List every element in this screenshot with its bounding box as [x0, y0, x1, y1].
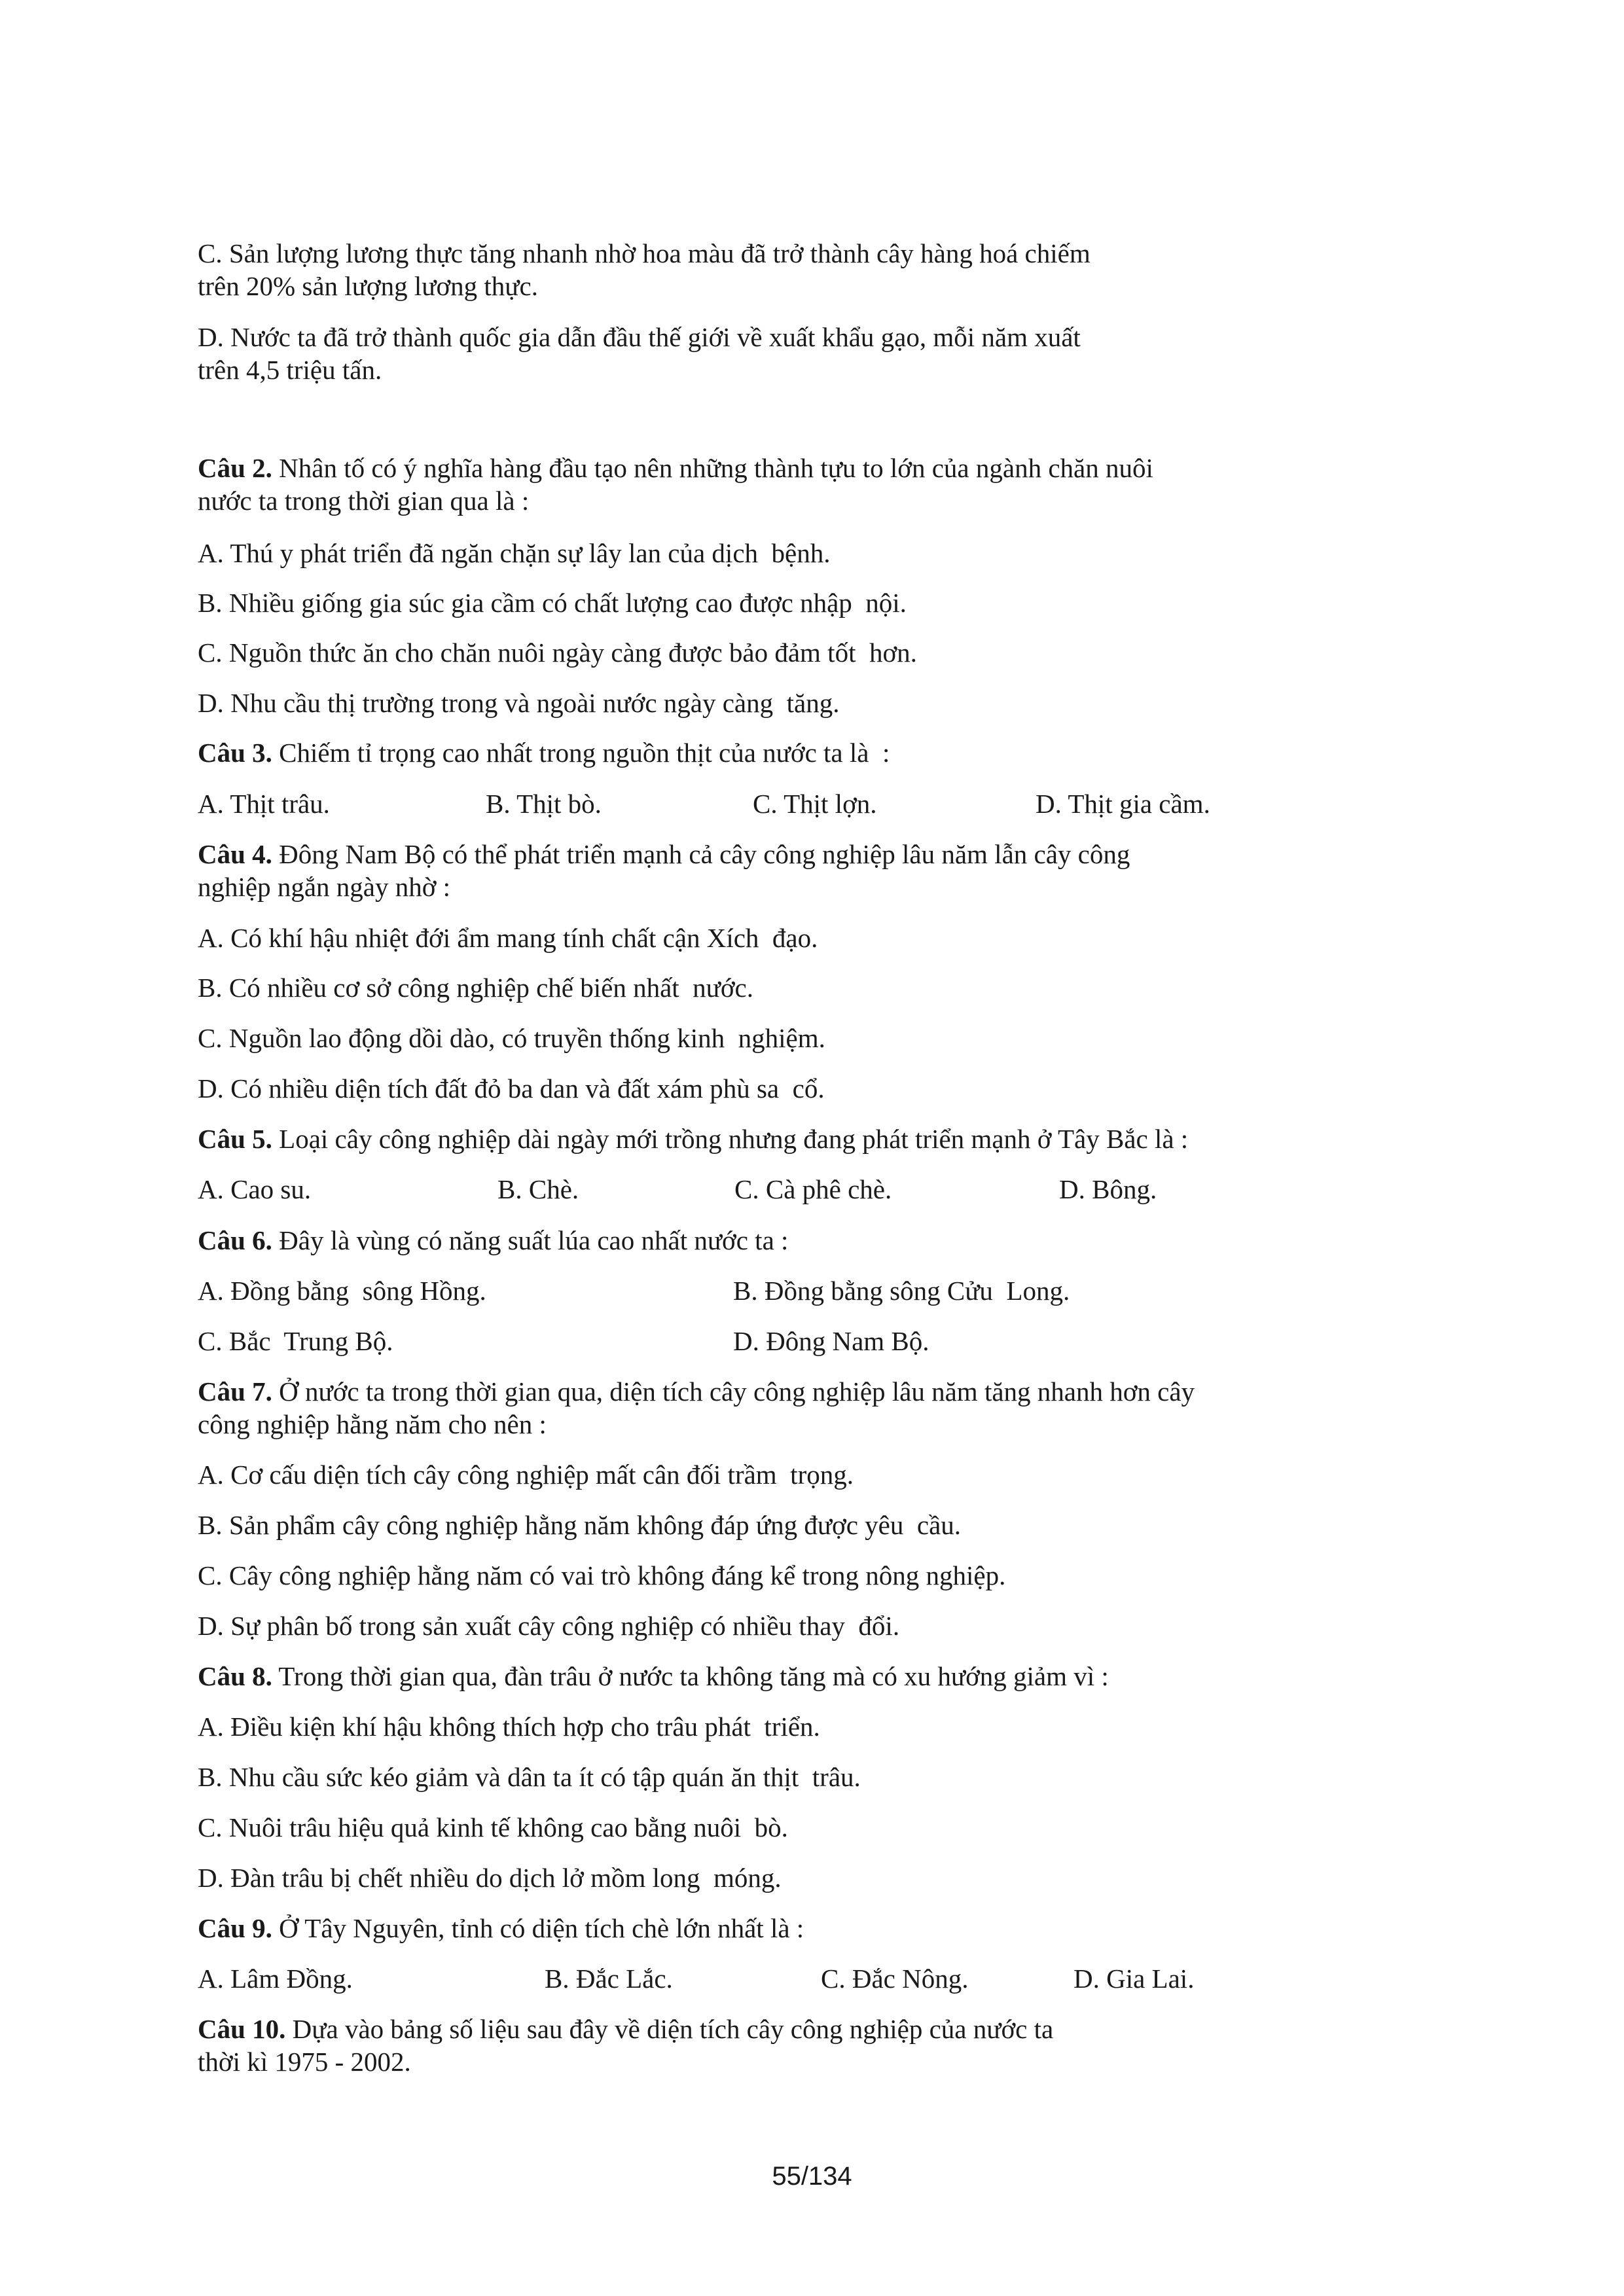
question-4-option-d: D. Có nhiều diện tích đất đỏ ba dan và đất xám phù sa cổ. [198, 1073, 825, 1103]
prev-option-c-line-1: C. Sản lượng lương thực tăng nhanh nhờ hoa màu đã trở thành cây hàng hoá chiếm [198, 238, 1091, 268]
question-10-text-line-1: Dựa vào bảng số liệu sau đây về diện tích cây công nghiệp của nước ta [285, 2014, 1054, 2044]
question-7-option-a: A. Cơ cấu diện tích cây công nghiệp mất cân đối trầm trọng. [198, 1460, 854, 1490]
question-7-label: Câu 7. [198, 1376, 272, 1407]
question-8-option-a: A. Điều kiện khí hậu không thích hợp cho trâu phát triển. [198, 1712, 820, 1742]
question-4-option-c: C. Nguồn lao động dồi dào, có truyền thống kinh nghiệm. [198, 1023, 825, 1053]
prev-option-d-line-1: D. Nước ta đã trở thành quốc gia dẫn đầu thế giới về xuất khẩu gạo, mỗi năm xuất [198, 322, 1081, 352]
question-8-stem [198, 1660, 1109, 1693]
question-6-label: Câu 6. [198, 1225, 272, 1255]
question-5-option-d: D. Bông. [1059, 1174, 1157, 1204]
question-7-option-d: D. Sự phân bố trong sản xuất cây công nghiệp có nhiều thay đổi. [198, 1611, 900, 1641]
question-6-option-c: C. Bắc Trung Bộ. [198, 1326, 393, 1356]
question-2-stem [198, 452, 1153, 484]
question-2-text-line-1: Nhân tố có ý nghĩa hàng đầu tạo nên những thành tựu to lớn của ngành chăn nuôi [272, 453, 1153, 483]
question-8-option-c: C. Nuôi trâu hiệu quả kinh tế không cao bằng nuôi bò. [198, 1812, 788, 1842]
question-3-option-d: D. Thịt gia cầm. [1036, 789, 1210, 819]
question-10-label: Câu 10. [198, 2014, 286, 2044]
question-3-label: Câu 3. [198, 738, 272, 768]
question-9-option-b: B. Đắc Lắc. [545, 1964, 673, 1994]
question-9-options [198, 1962, 1376, 1995]
question-6-options-row-2 [198, 1325, 1376, 1357]
question-9-label: Câu 9. [198, 1913, 272, 1943]
question-10-stem [198, 2013, 1053, 2045]
question-9-stem [198, 1912, 804, 1945]
question-8-option-b: B. Nhu cầu sức kéo giảm và dân ta ít có tập quán ăn thịt trâu. [198, 1762, 861, 1792]
question-5-label: Câu 5. [198, 1124, 272, 1154]
question-6-option-a: A. Đồng bằng sông Hồng. [198, 1276, 486, 1306]
question-3-option-b: B. Thịt bò. [486, 789, 602, 819]
prev-option-d-line-2: trên 4,5 triệu tấn. [198, 355, 382, 385]
question-5-options [198, 1173, 1376, 1206]
question-9-option-a: A. Lâm Đồng. [198, 1964, 353, 1994]
question-4-option-b: B. Có nhiều cơ sở công nghiệp chế biến nhất nước. [198, 973, 754, 1003]
question-7-text-line-1: Ở nước ta trong thời gian qua, diện tích cây công nghiệp lâu năm tăng nhanh hơn cây [272, 1376, 1195, 1407]
question-9-option-c: C. Đắc Nông. [821, 1964, 969, 1994]
question-7-stem [198, 1375, 1195, 1408]
question-8-label: Câu 8. [198, 1661, 272, 1691]
question-6-option-d: D. Đông Nam Bộ. [733, 1326, 929, 1356]
question-2-option-d: D. Nhu cầu thị trường trong và ngoài nước ngày càng tăng. [198, 688, 840, 718]
question-3-option-a: A. Thịt trâu. [198, 789, 330, 819]
question-5-stem [198, 1122, 1188, 1155]
question-2-label: Câu 2. [198, 453, 272, 483]
question-2-option-b: B. Nhiều giống gia súc gia cầm có chất lượng cao được nhập nội. [198, 588, 907, 618]
question-2-option-c: C. Nguồn thức ăn cho chăn nuôi ngày càng được bảo đảm tốt hơn. [198, 637, 917, 668]
question-7-text-line-2: công nghiệp hằng năm cho nên : [198, 1409, 547, 1439]
question-4-stem [198, 838, 1130, 870]
question-7-option-b: B. Sản phẩm cây công nghiệp hằng năm không đáp ứng được yêu cầu. [198, 1510, 962, 1540]
question-6-text: Đây là vùng có năng suất lúa cao nhất nước ta : [272, 1225, 789, 1255]
question-9-text: Ở Tây Nguyên, tỉnh có diện tích chè lớn nhất là : [272, 1913, 804, 1943]
question-5-option-c: C. Cà phê chè. [734, 1174, 892, 1204]
question-4-text-line-2: nghiệp ngắn ngày nhờ : [198, 872, 451, 902]
question-3-options [198, 787, 1376, 820]
question-10-text-line-2: thời kì 1975 - 2002. [198, 2047, 411, 2077]
prev-option-c-line-2: trên 20% sản lượng lương thực. [198, 271, 538, 301]
question-8-option-d: D. Đàn trâu bị chết nhiều do dịch lở mồm long móng. [198, 1863, 782, 1893]
question-3-text: Chiếm tỉ trọng cao nhất trong nguồn thịt của nước ta là : [272, 738, 890, 768]
question-4-option-a: A. Có khí hậu nhiệt đới ẩm mang tính chất cận Xích đạo. [198, 923, 818, 953]
question-4-text-line-1: Đông Nam Bộ có thể phát triển mạnh cả cây công nghiệp lâu năm lẫn cây công [272, 839, 1130, 869]
question-6-stem [198, 1224, 788, 1257]
question-7-option-c: C. Cây công nghiệp hằng năm có vai trò không đáng kể trong nông nghiệp. [198, 1560, 1006, 1590]
question-5-option-b: B. Chè. [497, 1174, 579, 1204]
question-5-text: Loại cây công nghiệp dài ngày mới trồng nhưng đang phát triển mạnh ở Tây Bắc là : [272, 1124, 1189, 1154]
question-6-option-b: B. Đồng bằng sông Cửu Long. [733, 1276, 1070, 1306]
question-2-option-a: A. Thú y phát triển đã ngăn chặn sự lây lan của dịch bệnh. [198, 538, 831, 568]
question-9-option-d: D. Gia Lai. [1074, 1964, 1195, 1994]
question-3-option-c: C. Thịt lợn. [753, 789, 877, 819]
page-number: 55/134 [772, 2162, 852, 2191]
question-5-option-a: A. Cao su. [198, 1174, 312, 1204]
question-4-label: Câu 4. [198, 839, 272, 869]
question-8-text: Trong thời gian qua, đàn trâu ở nước ta không tăng mà có xu hướng giảm vì : [272, 1661, 1109, 1691]
question-2-text-line-2: nước ta trong thời gian qua là : [198, 486, 530, 516]
question-3-stem [198, 736, 890, 769]
question-6-options-row-1 [198, 1274, 1376, 1307]
